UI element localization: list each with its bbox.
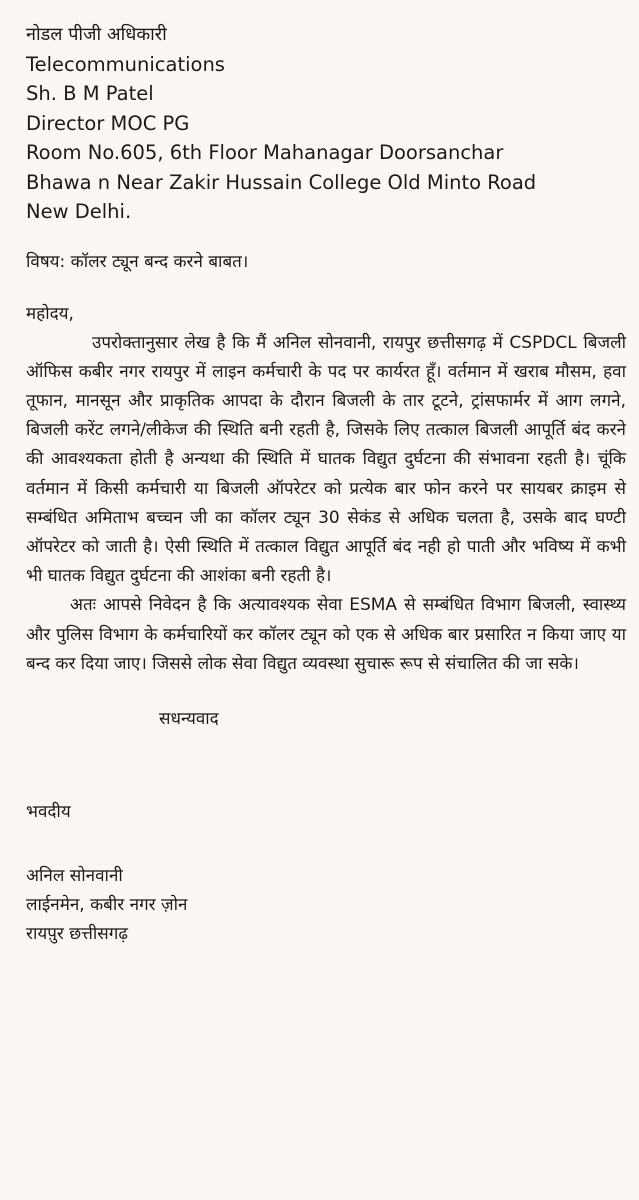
addressee-line: नोडल पीजी अधिकारी [26, 24, 167, 45]
sender-designation: लाईनमेन, कबीर नगर ज़ोन [26, 894, 188, 915]
sender-location: रायप़ुर छत्तीसगढ़ [26, 923, 128, 944]
letter-page [26, 20, 626, 949]
signature-block [26, 862, 626, 949]
addressee-line: Telecommunications [26, 52, 225, 76]
addressee-line: Sh. B M Patel [26, 82, 154, 105]
body-paragraph: अतः आपसे निवेदन है कि अत्यावश्यक सेवा ESMA से सम्बंधित विभाग बिजली, स्वास्थ्य और पुलिस विभाग के कर्मचारियों कर कॉलर ट्यून को एक से अधिक बार प्रसारित न किया जाए या बन्द कर दिया जाए। जिससे लोक सेवा विद्युत व्यवस्था सुचारू रूप से संचालित की जा सके। [26, 595, 626, 674]
letter-thanks: सधन्यवाद [159, 708, 219, 729]
body-paragraph: उपरोक्तानुसार लेख है कि मैं अनिल सोनवानी, रायपुर छत्तीसगढ़ में CSPDCL बिजली ऑफिस कबीर नगर रायपुर में लाइन कर्मचारी के पद पर कार्यरत हूँ। वर्तमान में खराब मौसम, हवा तूफान, मानसून और प्राकृतिक आपदा के दौरान बिजली के तार टूटने, ट्रांसफार्मर में आग लगने, बिजली करेंट लगने/लीकेज की स्थिति बनी रहती है, जिसके लिए तत्काल बिजली आपूर्ति बंद करने की आवश्यकता होती है अन्यथा की स्थिति में घातक विद्युत दुर्घटना की संभावना रहती है। चूंकि वर्तमान में किसी कर्मचारी या बिजली ऑपरेटर को प्रत्येक बार फोन करने पर सायबर क्राइम से सम्बंधित अमिताभ बच्चन जी का कॉलर ट्यून 30 सेकंड से अधिक चलता है, उसके बाद घण्टी ऑपरेटर को जाती है। ऐसी स्थिति में तत्काल विद्युत आपूर्ति बंद नही हो पाती और भविष्य में कभी भी घातक विद्युत दुर्घटना की आशंका बनी रहती है। [26, 332, 626, 587]
addressee-line: Room No.605, 6th Floor Mahanagar Doorsanchar [26, 141, 504, 164]
letter-salutation: महोदय, [26, 303, 74, 324]
addressee-line: New Delhi. [26, 200, 132, 223]
letter-closing: भवदीय [26, 801, 71, 822]
sender-name: अनिल सोनवानी [26, 865, 123, 886]
addressee-line: Bhawa n Near Zakir Hussain College Old Minto Road [26, 170, 537, 194]
addressee-line: Director MOC PG [26, 111, 190, 135]
addressee-block [26, 20, 626, 227]
letter-subject: विषय: कॉलर ट्यून बन्द करने बाबत। [26, 251, 249, 272]
